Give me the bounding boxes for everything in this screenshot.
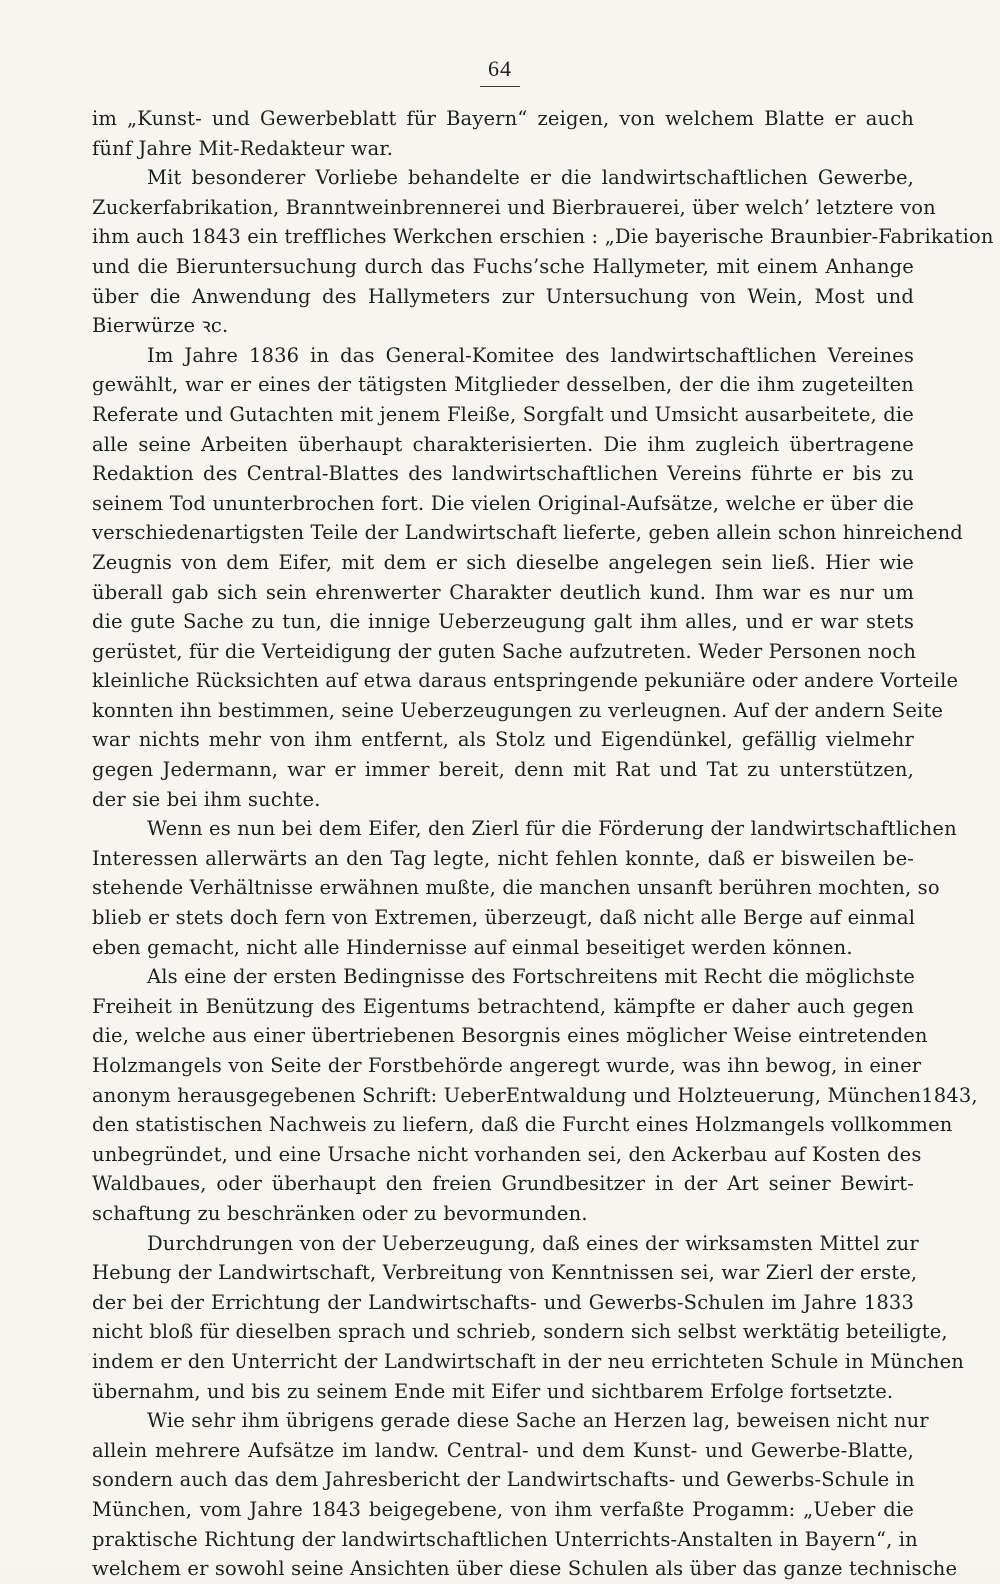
text-line: nicht bloß für dieselben sprach und schrieb, sondern sich selbst werktätig beteiligte, [92, 1320, 948, 1344]
text-line: anonym herausgegebenen Schrift: UeberEntwaldung und Holzteuerung, München1843, [92, 1083, 978, 1107]
paragraph [92, 163, 994, 341]
text-line: alle seine Arbeiten überhaupt charakterisierten. Die ihm zugleich übertragene [92, 432, 914, 456]
text-line: Durchdrungen von der Ueberzeugung, daß eines der wirksamsten Mittel zur [147, 1231, 919, 1255]
text-line: Hebung der Landwirtschaft, Verbreitung von Kenntnissen sei, war Zierl der erste, [92, 1261, 918, 1285]
text-line: Zuckerfabrikation, Branntweinbrennerei und Bierbrauerei, über welch’ letztere von [92, 195, 936, 219]
text-line: kleinliche Rücksichten auf etwa daraus entspringende pekuniäre oder andere Vorteile [92, 669, 959, 693]
text-line: stehende Verhältnisse erwähnen mußte, die manchen unsanft berühren mochten, so [92, 876, 940, 900]
text-line: und die Bieruntersuchung durch das Fuchs’sche Hallymeter, mit einem Anhange [92, 254, 914, 278]
text-line: Holzmangels von Seite der Forstbehörde angeregt wurde, was ihn bewog, in einer [92, 1054, 922, 1077]
text-line: Mit besonderer Vorliebe behandelte er die landwirtschaftlichen Gewerbe, [147, 166, 914, 190]
text-line: welchem er sowohl seine Ansichten über diese Schulen als über das ganze technische [92, 1557, 958, 1581]
text-line: München, vom Jahre 1843 beigegebene, von ihm verfaßte Progamm: „Ueber die [92, 1497, 914, 1521]
page-header [0, 56, 1000, 87]
text-line: schaftung zu beschränken oder zu bevormunden. [92, 1201, 588, 1225]
text-line: der sie bei ihm suchte. [92, 787, 321, 811]
text-line: allein mehrere Aufsätze im landw. Central- und dem Kunst- und Gewerbe-Blatte, [92, 1438, 914, 1462]
page-number: 64 [480, 56, 520, 87]
text-line: seinem Tod ununterbrochen fort. Die vielen Original-Aufsätze, welche er über die [92, 491, 914, 515]
text-line: den statistischen Nachweis zu liefern, daß die Furcht eines Holzmangels vollkommen [92, 1113, 953, 1137]
text-line: ihm auch 1843 ein treffliches Werkchen erschien : „Die bayerische Braunbier-Fabrikation [92, 225, 994, 249]
paragraph [92, 1406, 958, 1584]
text-line: übernahm, und bis zu seinem Ende mit Eifer und sichtbarem Erfolge fortsetzte. [92, 1379, 894, 1403]
text-line: fünf Jahre Mit-Redakteur war. [92, 136, 394, 160]
text-line: Waldbaues, oder überhaupt den freien Grundbesitzer in der Art seiner Bewirt- [92, 1172, 914, 1196]
text-line: eben gemacht, nicht alle Hindernisse auf einmal beseitiget werden können. [92, 935, 853, 959]
text-line: gewählt, war er eines der tätigsten Mitglieder desselben, der die ihm zugeteilten [92, 373, 914, 397]
paragraph [92, 962, 978, 1228]
text-line: Als eine der ersten Bedingnisse des Fortschreitens mit Recht die möglichste [147, 965, 915, 989]
paragraph [92, 1229, 965, 1407]
text-line: Im Jahre 1836 in das General-Komitee des landwirtschaftlichen Vereines [147, 343, 914, 367]
body-text [92, 104, 994, 1584]
text-line: Redaktion des Central-Blattes des landwirtschaftlichen Vereins führte er bis zu [92, 462, 914, 486]
text-line: Bierwürze ꝛc. [92, 314, 229, 338]
text-line: blieb er stets doch fern von Extremen, überzeugt, daß nicht alle Berge auf einmal [92, 906, 916, 930]
text-line: sondern auch das dem Jahresbericht der Landwirtschafts- und Gewerbs-Schule in [92, 1468, 915, 1492]
paragraph [92, 814, 957, 962]
text-line: verschiedenartigsten Teile der Landwirtschaft lieferte, geben allein schon hinreichend [92, 521, 963, 545]
text-line: praktische Richtung der landwirtschaftlichen Unterrichts-Anstalten in Bayern“, in [92, 1527, 918, 1551]
text-line: die, welche aus einer übertriebenen Besorgnis eines möglicher Weise eintretenden [92, 1024, 928, 1048]
text-line: überall gab sich sein ehrenwerter Charakter deutlich kund. Ihm war es nur um [92, 580, 914, 604]
text-line: Wie sehr ihm übrigens gerade diese Sache an Herzen lag, beweisen nicht nur [147, 1409, 929, 1433]
text-line: im „Kunst- und Gewerbeblatt für Bayern“ zeigen, von welchem Blatte er auch [92, 107, 914, 130]
text-line: Wenn es nun bei dem Eifer, den Zierl für die Förderung der landwirtschaftlichen [147, 817, 957, 841]
text-line: indem er den Unterricht der Landwirtschaft in der neu errichteten Schule in München [92, 1349, 965, 1373]
paragraph [92, 104, 914, 163]
text-line: konnten ihn bestimmen, seine Ueberzeugungen zu verleugnen. Auf der andern Seite [92, 698, 944, 722]
text-line: der bei der Errichtung der Landwirtschafts- und Gewerbs-Schulen im Jahre 1833 [92, 1290, 914, 1314]
text-line: gerüstet, für die Verteidigung der guten Sache aufzutreten. Weder Personen noch [92, 639, 917, 663]
text-line: unbegründet, und eine Ursache nicht vorhanden sei, den Ackerbau auf Kosten des [92, 1142, 922, 1166]
text-line: Freiheit in Benützung des Eigentums betrachtend, kämpfte er daher auch gegen [92, 994, 914, 1018]
text-line: war nichts mehr von ihm entfernt, als Stolz und Eigendünkel, gefällig vielmehr [92, 728, 914, 752]
paragraph [92, 341, 963, 815]
text-line: über die Anwendung des Hallymeters zur Untersuchung von Wein, Most und [92, 284, 914, 308]
text-line: Zeugnis von dem Eifer, mit dem er sich dieselbe angelegen sein ließ. Hier wie [92, 550, 914, 574]
text-line: die gute Sache zu tun, die innige Ueberzeugung galt ihm alles, und er war stets [92, 610, 914, 634]
text-line: gegen Jedermann, war er immer bereit, denn mit Rat und Tat zu unterstützen, [92, 758, 914, 782]
text-line: Referate und Gutachten mit jenem Fleiße, Sorgfalt und Umsicht ausarbeitete, die [92, 402, 914, 426]
text-line: Interessen allerwärts an den Tag legte, nicht fehlen konnte, daß er bisweilen be- [92, 846, 914, 870]
